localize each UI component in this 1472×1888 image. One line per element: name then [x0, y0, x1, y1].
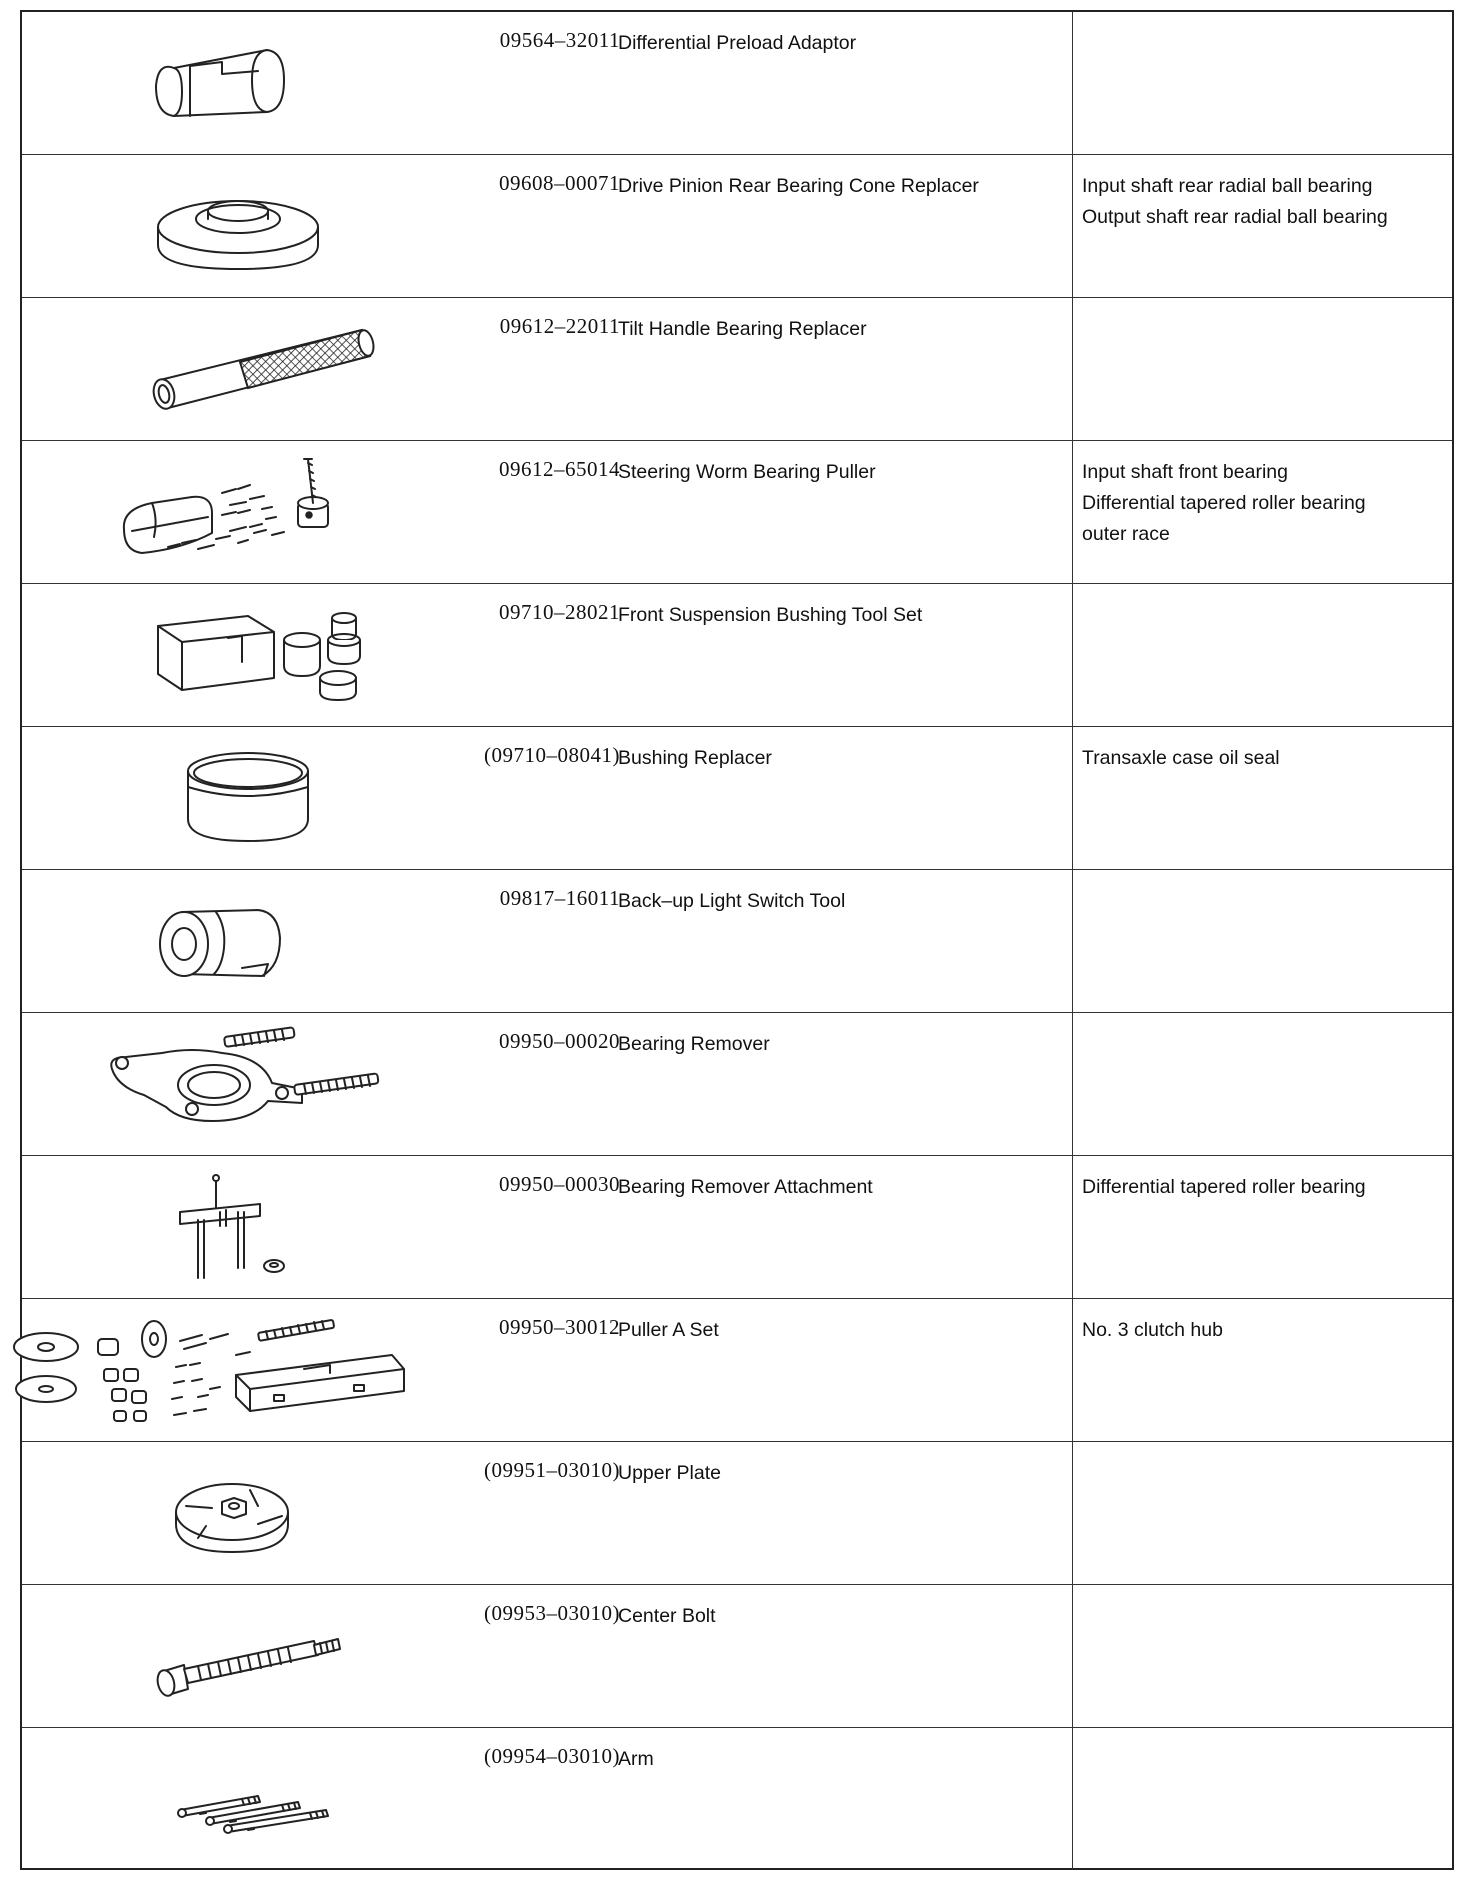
table-row: [22, 298, 1452, 441]
bushing-tool-set-icon: [62, 596, 422, 714]
steering-worm-bearing-puller-icon: [62, 453, 422, 571]
tool-name: Steering Worm Bearing Puller: [618, 461, 876, 483]
tool-name: Front Suspension Bushing Tool Set: [618, 604, 923, 626]
column-divider: [1072, 584, 1073, 726]
note-line: Differential tapered roller bearing: [1082, 492, 1366, 514]
bearing-cone-replacer-icon: [62, 167, 422, 285]
tool-note: [1082, 1315, 1442, 1346]
part-number: 09564–32011: [499, 28, 620, 52]
part-number: (09953–03010): [484, 1601, 620, 1625]
note-line: No. 3 clutch hub: [1082, 1319, 1223, 1341]
tool-note: [1082, 171, 1442, 233]
part-number: 09612–65014: [499, 457, 620, 481]
part-number: 09710–28021: [499, 600, 620, 624]
tool-note: [1082, 1172, 1442, 1203]
note-line: Output shaft rear radial ball bearing: [1082, 206, 1388, 228]
part-number: 09950–00030: [499, 1172, 620, 1196]
table-row: [22, 1156, 1452, 1299]
upper-plate-icon: [62, 1454, 422, 1572]
table-row: [22, 12, 1452, 155]
note-line: Input shaft rear radial ball bearing: [1082, 175, 1373, 197]
part-number: (09710–08041): [484, 743, 620, 767]
note-line: outer race: [1082, 523, 1170, 545]
note-line: Transaxle case oil seal: [1082, 747, 1280, 769]
column-divider: [1072, 1013, 1073, 1155]
column-divider: [1072, 1442, 1073, 1584]
table-row: [22, 1299, 1452, 1442]
table-row: [22, 1442, 1452, 1585]
tool-name: Bearing Remover: [618, 1033, 770, 1055]
arm-icon: [62, 1740, 422, 1858]
table-row: [22, 584, 1452, 727]
column-divider: [1072, 1585, 1073, 1727]
switch-socket-tool-icon: [62, 882, 422, 1000]
part-number: 09612–22011: [499, 314, 620, 338]
table-row: [22, 727, 1452, 870]
special-service-tools-table: [20, 10, 1454, 1870]
tool-name: Drive Pinion Rear Bearing Cone Replacer: [618, 175, 979, 197]
part-number: 09608–00071: [499, 171, 620, 195]
column-divider: [1072, 1156, 1073, 1298]
tool-name: Tilt Handle Bearing Replacer: [618, 318, 867, 340]
column-divider: [1072, 441, 1073, 583]
column-divider: [1072, 1299, 1073, 1441]
part-number: (09954–03010): [484, 1744, 620, 1768]
tool-name: Upper Plate: [618, 1462, 721, 1484]
table-row: [22, 870, 1452, 1013]
table-row: [22, 1728, 1452, 1870]
center-bolt-icon: [62, 1597, 422, 1715]
tool-name: Bearing Remover Attachment: [618, 1176, 873, 1198]
note-line: Input shaft front bearing: [1082, 461, 1288, 483]
table-row: [22, 441, 1452, 584]
tool-name: Bushing Replacer: [618, 747, 772, 769]
tilt-handle-bearing-replacer-icon: [62, 310, 422, 428]
tool-name: Puller A Set: [618, 1319, 719, 1341]
column-divider: [1072, 1728, 1073, 1870]
column-divider: [1072, 298, 1073, 440]
tool-name: Arm: [618, 1748, 654, 1770]
tool-name: Back–up Light Switch Tool: [618, 890, 846, 912]
bushing-replacer-icon: [62, 739, 422, 857]
column-divider: [1072, 155, 1073, 297]
part-number: (09951–03010): [484, 1458, 620, 1482]
tool-note: [1082, 457, 1442, 550]
differential-preload-adaptor-icon: [62, 24, 422, 142]
part-number: 09817–16011: [499, 886, 620, 910]
bearing-remover-attachment-icon: [62, 1168, 422, 1286]
table-row: [22, 1585, 1452, 1728]
column-divider: [1072, 12, 1073, 154]
part-number: 09950–30012: [499, 1315, 620, 1339]
table-row: [22, 155, 1452, 298]
table-row: [22, 1013, 1452, 1156]
tool-name: Center Bolt: [618, 1605, 716, 1627]
column-divider: [1072, 727, 1073, 869]
note-line: Differential tapered roller bearing: [1082, 1176, 1366, 1198]
tool-name: Differential Preload Adaptor: [618, 32, 857, 54]
column-divider: [1072, 870, 1073, 1012]
puller-set-icon: [4, 1311, 424, 1429]
part-number: 09950–00020: [499, 1029, 620, 1053]
bearing-remover-icon: [62, 1025, 422, 1143]
tool-note: [1082, 743, 1442, 774]
